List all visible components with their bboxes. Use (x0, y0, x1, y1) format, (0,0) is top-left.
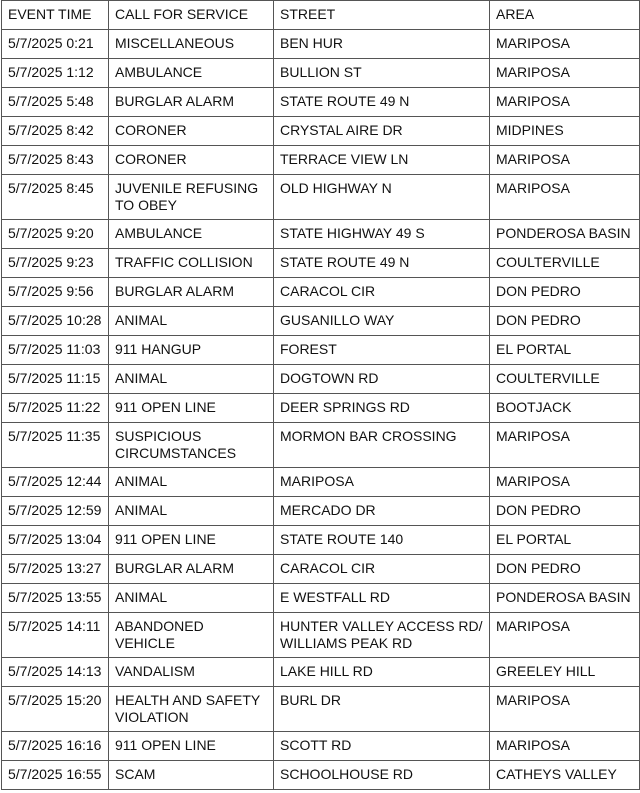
event-time-cell: 5/7/2025 0:21 (2, 30, 109, 59)
event-time-cell: 5/7/2025 5:48 (2, 88, 109, 117)
table-row (2, 175, 640, 220)
area-cell: MARIPOSA (490, 468, 640, 497)
area-cell: DON PEDRO (490, 497, 640, 526)
table-row (2, 658, 640, 687)
street-cell: SCHOOLHOUSE RD (274, 761, 490, 790)
call-for-service-cell: CORONER (109, 117, 274, 146)
area-cell: MARIPOSA (490, 146, 640, 175)
table-row (2, 59, 640, 88)
area-cell: PONDEROSA BASIN (490, 584, 640, 613)
event-time-cell: 5/7/2025 8:45 (2, 175, 109, 220)
table-row (2, 278, 640, 307)
table-row (2, 249, 640, 278)
table-row (2, 732, 640, 761)
call-for-service-cell: BURGLAR ALARM (109, 278, 274, 307)
area-cell: DON PEDRO (490, 555, 640, 584)
area-cell: CATHEYS VALLEY (490, 761, 640, 790)
street-cell: DOGTOWN RD (274, 365, 490, 394)
street-cell: TERRACE VIEW LN (274, 146, 490, 175)
call-for-service-cell: 911 OPEN LINE (109, 732, 274, 761)
table-row (2, 146, 640, 175)
area-cell: MARIPOSA (490, 30, 640, 59)
street-cell: STATE ROUTE 49 N (274, 249, 490, 278)
call-for-service-cell: BURGLAR ALARM (109, 88, 274, 117)
table-row (2, 117, 640, 146)
event-time-cell: 5/7/2025 16:16 (2, 732, 109, 761)
event-time-cell: 5/7/2025 14:13 (2, 658, 109, 687)
call-for-service-cell: AMBULANCE (109, 220, 274, 249)
table-row (2, 613, 640, 658)
call-for-service-cell: ANIMAL (109, 584, 274, 613)
event-time-cell: 5/7/2025 15:20 (2, 687, 109, 732)
street-cell: E WESTFALL RD (274, 584, 490, 613)
event-time-cell: 5/7/2025 16:55 (2, 761, 109, 790)
street-cell: DEER SPRINGS RD (274, 394, 490, 423)
table-header (2, 1, 640, 30)
event-time-cell: 5/7/2025 1:12 (2, 59, 109, 88)
call-for-service-cell: AMBULANCE (109, 59, 274, 88)
table-body (2, 30, 640, 790)
event-time-cell: 5/7/2025 9:23 (2, 249, 109, 278)
street-cell: STATE HIGHWAY 49 S (274, 220, 490, 249)
area-cell: EL PORTAL (490, 336, 640, 365)
call-for-service-cell: JUVENILE REFUSING TO OBEY (109, 175, 274, 220)
header-street: STREET (274, 1, 490, 30)
street-cell: LAKE HILL RD (274, 658, 490, 687)
header-area: AREA (490, 1, 640, 30)
call-for-service-cell: ANIMAL (109, 468, 274, 497)
street-cell: MORMON BAR CROSSING (274, 423, 490, 468)
event-time-cell: 5/7/2025 11:03 (2, 336, 109, 365)
table-row (2, 423, 640, 468)
area-cell: MARIPOSA (490, 88, 640, 117)
call-for-service-cell: 911 HANGUP (109, 336, 274, 365)
street-cell: OLD HIGHWAY N (274, 175, 490, 220)
area-cell: MARIPOSA (490, 732, 640, 761)
table-row (2, 365, 640, 394)
event-time-cell: 5/7/2025 13:27 (2, 555, 109, 584)
call-for-service-cell: SUSPICIOUS CIRCUMSTANCES (109, 423, 274, 468)
table-row (2, 30, 640, 59)
area-cell: MARIPOSA (490, 59, 640, 88)
call-for-service-cell: ANIMAL (109, 307, 274, 336)
call-for-service-cell: VANDALISM (109, 658, 274, 687)
area-cell: MARIPOSA (490, 175, 640, 220)
street-cell: HUNTER VALLEY ACCESS RD/ WILLIAMS PEAK RD (274, 613, 490, 658)
area-cell: GREELEY HILL (490, 658, 640, 687)
table-row (2, 555, 640, 584)
event-time-cell: 5/7/2025 13:55 (2, 584, 109, 613)
area-cell: EL PORTAL (490, 526, 640, 555)
table-row (2, 584, 640, 613)
area-cell: COULTERVILLE (490, 365, 640, 394)
event-time-cell: 5/7/2025 11:15 (2, 365, 109, 394)
header-call-for-service: CALL FOR SERVICE (109, 1, 274, 30)
call-for-service-cell: ABANDONED VEHICLE (109, 613, 274, 658)
call-for-service-cell: SCAM (109, 761, 274, 790)
table-row (2, 468, 640, 497)
call-for-service-cell: BURGLAR ALARM (109, 555, 274, 584)
table-row (2, 394, 640, 423)
table-row (2, 307, 640, 336)
event-time-cell: 5/7/2025 9:56 (2, 278, 109, 307)
table-row (2, 88, 640, 117)
street-cell: SCOTT RD (274, 732, 490, 761)
area-cell: MARIPOSA (490, 687, 640, 732)
table-row (2, 497, 640, 526)
event-time-cell: 5/7/2025 9:20 (2, 220, 109, 249)
header-event-time: EVENT TIME (2, 1, 109, 30)
area-cell: MARIPOSA (490, 613, 640, 658)
event-time-cell: 5/7/2025 11:22 (2, 394, 109, 423)
street-cell: STATE ROUTE 49 N (274, 88, 490, 117)
call-for-service-cell: HEALTH AND SAFETY VIOLATION (109, 687, 274, 732)
event-time-cell: 5/7/2025 10:28 (2, 307, 109, 336)
area-cell: MIDPINES (490, 117, 640, 146)
call-for-service-cell: 911 OPEN LINE (109, 526, 274, 555)
street-cell: CARACOL CIR (274, 555, 490, 584)
event-time-cell: 5/7/2025 8:42 (2, 117, 109, 146)
table-row (2, 220, 640, 249)
event-time-cell: 5/7/2025 12:44 (2, 468, 109, 497)
table-row (2, 336, 640, 365)
street-cell: MERCADO DR (274, 497, 490, 526)
event-time-cell: 5/7/2025 14:11 (2, 613, 109, 658)
event-time-cell: 5/7/2025 8:43 (2, 146, 109, 175)
call-for-service-cell: CORONER (109, 146, 274, 175)
event-time-cell: 5/7/2025 11:35 (2, 423, 109, 468)
table-row (2, 687, 640, 732)
area-cell: BOOTJACK (490, 394, 640, 423)
call-for-service-cell: ANIMAL (109, 365, 274, 394)
table-row (2, 526, 640, 555)
street-cell: MARIPOSA (274, 468, 490, 497)
call-for-service-cell: 911 OPEN LINE (109, 394, 274, 423)
call-for-service-cell: MISCELLANEOUS (109, 30, 274, 59)
street-cell: FOREST (274, 336, 490, 365)
street-cell: BULLION ST (274, 59, 490, 88)
area-cell: MARIPOSA (490, 423, 640, 468)
area-cell: COULTERVILLE (490, 249, 640, 278)
street-cell: STATE ROUTE 140 (274, 526, 490, 555)
table-row (2, 761, 640, 790)
header-row (2, 1, 640, 30)
area-cell: DON PEDRO (490, 278, 640, 307)
call-for-service-cell: ANIMAL (109, 497, 274, 526)
street-cell: BEN HUR (274, 30, 490, 59)
call-for-service-cell: TRAFFIC COLLISION (109, 249, 274, 278)
street-cell: GUSANILLO WAY (274, 307, 490, 336)
event-time-cell: 5/7/2025 13:04 (2, 526, 109, 555)
area-cell: PONDEROSA BASIN (490, 220, 640, 249)
call-log-table (1, 0, 640, 790)
street-cell: BURL DR (274, 687, 490, 732)
area-cell: DON PEDRO (490, 307, 640, 336)
street-cell: CRYSTAL AIRE DR (274, 117, 490, 146)
event-time-cell: 5/7/2025 12:59 (2, 497, 109, 526)
street-cell: CARACOL CIR (274, 278, 490, 307)
